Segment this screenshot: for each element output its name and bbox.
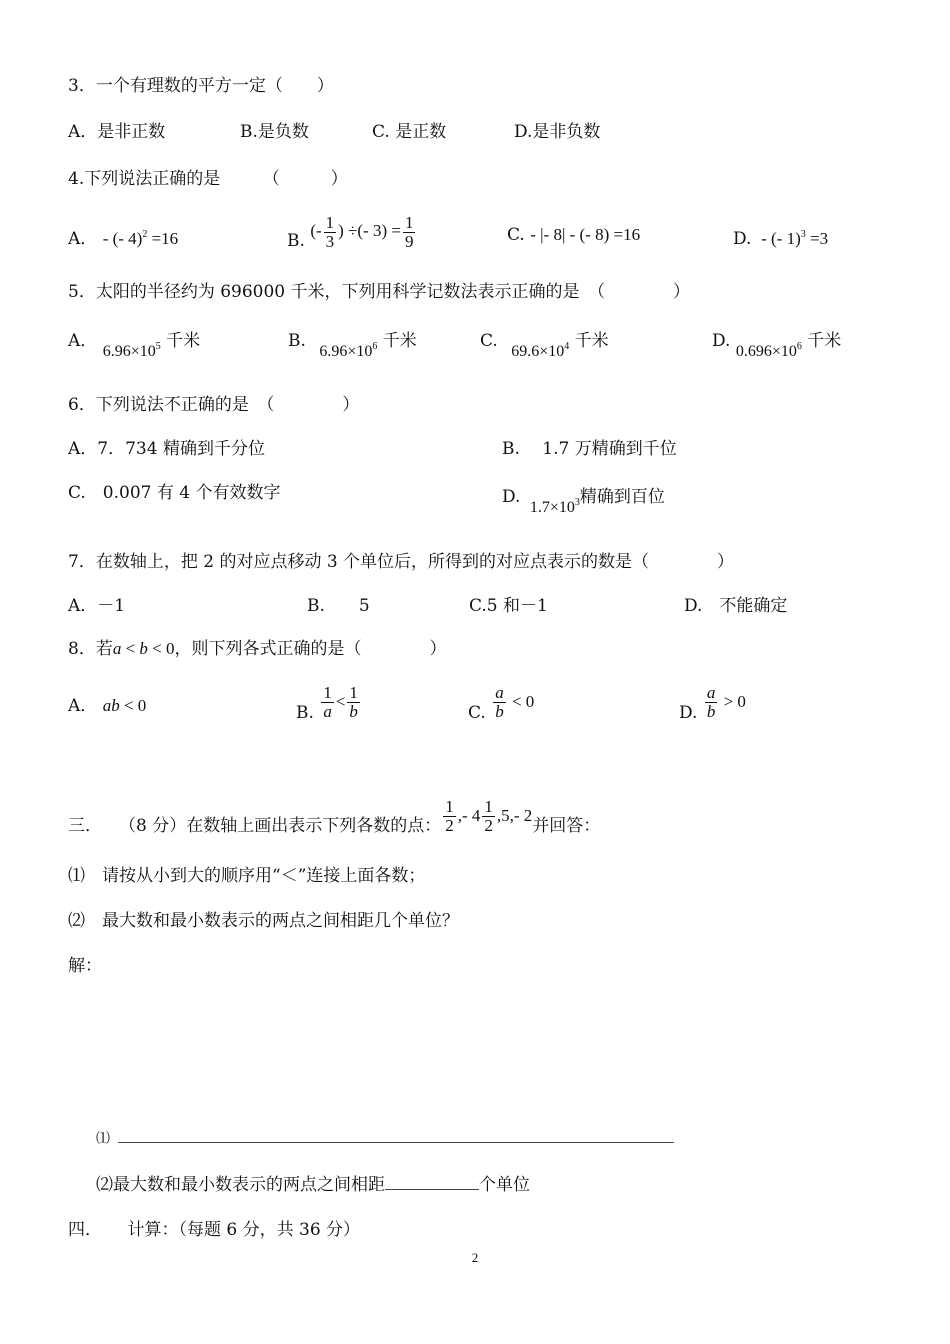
answer-blank-2[interactable]	[385, 1189, 479, 1190]
answer-blank-1[interactable]	[118, 1142, 674, 1143]
q5-option-d-expr: $0.696\times 10^6$	[735, 341, 802, 360]
q4-option-c	[507, 224, 640, 246]
q4-option-c-expr: - |- 8| - (- 8) =16	[530, 225, 641, 244]
q6-option-a: A．7．734 精确到千分位	[68, 439, 265, 459]
answer-line-1-label: ⑴	[96, 1131, 110, 1147]
page-number: 2	[471, 1250, 479, 1265]
q8-option-d-label: D.	[679, 703, 698, 723]
section3-prefix: 三． （8 分）在数轴上画出表示下列各数的点：	[68, 816, 442, 836]
answer-line-2	[96, 1174, 530, 1196]
q4-option-a-expr: - (- 4)$^2$ =16	[102, 229, 179, 248]
section3-item1: ⑴ 请按从小到大的顺序用“＜”连接上面各数；	[68, 866, 426, 886]
q6-option-d-expr: $1.7\times 10^3$	[525, 497, 580, 516]
q8-option-a: A． ab < 0	[68, 696, 147, 716]
q5-option-c-expr: $69.6\times 10^4$	[503, 341, 570, 360]
section3-heading: 三． （8 分）在数轴上画出表示下列各数的点： $\frac{1}{2}$ ,- 4 $\frac{1}{2}$ ,5,- 2并回答：	[68, 797, 601, 836]
q4-option-b	[287, 214, 417, 251]
q4-option-c-label: C.	[507, 225, 525, 245]
q5-option-a-expr: $6.96\times 10^5$	[102, 341, 161, 360]
q6-option-b: B. 1.7 万精确到千位	[502, 439, 677, 459]
q5-option-c-label: C.	[480, 331, 498, 351]
q3-stem: 3．一个有理数的平方一定（ ）	[68, 76, 334, 96]
section4-title: 四． 计算：（每题 6 分，共 36 分）	[68, 1220, 361, 1240]
q5-option-b-label: B.	[288, 331, 306, 351]
q8-stem: 8．若a < b < 0，则下列各式正确的是（ ）	[68, 639, 447, 659]
q4-option-d	[733, 224, 828, 250]
q8-condition: a	[112, 639, 122, 658]
q5-option-c-unit: 千米	[574, 331, 609, 351]
q3-option-b: B.是负数	[240, 122, 309, 142]
q3-option-c: C. 是正数	[372, 122, 447, 142]
q5-option-d-unit: 千米	[807, 331, 842, 351]
section3-suffix: 并回答：	[532, 816, 601, 836]
answer-line-2-suffix: 个单位	[479, 1175, 530, 1195]
q5-option-b	[288, 326, 417, 360]
q4-option-b-label: B.	[287, 231, 305, 252]
q8-option-c-label: C.	[468, 703, 486, 723]
q7-option-c: C.5 和－1	[469, 596, 548, 616]
q4-option-b-expr: (- $\frac{1}{3}$ ) ÷(- 3) = $\frac{1}{9}$	[310, 213, 414, 251]
q6-option-c: C. 0.007 有 4 个有效数字	[68, 483, 281, 503]
q6-option-d	[502, 482, 665, 516]
q5-option-c	[480, 326, 609, 360]
q8-option-a-label: A．	[68, 696, 98, 716]
answer-line-2-prefix: ⑵最大数和最小数表示的两点之间相距	[96, 1175, 385, 1195]
q5-option-d-label: D.	[712, 331, 731, 351]
q6-stem: 6．下列说法不正确的是 （ ）	[68, 395, 360, 415]
q4-option-a	[68, 224, 178, 250]
q5-option-a-label: A．	[68, 331, 98, 351]
q7-option-a: A．－1	[68, 596, 126, 616]
answer-line-1	[96, 1128, 674, 1150]
q8-option-b-label: B.	[296, 703, 314, 723]
q3-option-a: A．是非正数	[68, 122, 166, 142]
q5-option-b-unit: 千米	[382, 331, 417, 351]
q5-stem: 5．太阳的半径约为 696000 千米，下列用科学记数法表示正确的是 （ ）	[68, 282, 691, 302]
q7-option-b: B. 5	[307, 596, 370, 616]
q6-option-d-text: 精确到百位	[579, 487, 665, 507]
q4-option-d-label: D.	[733, 229, 752, 249]
section3-item2: ⑵ 最大数和最小数表示的两点之间相距几个单位？	[68, 911, 459, 931]
q4-stem: 4.下列说法正确的是 （ ）	[68, 169, 348, 189]
q7-option-d: D. 不能确定	[684, 596, 788, 616]
q4-option-a-label: A．	[68, 229, 98, 249]
q8-stem-prefix: 8．若	[68, 639, 113, 659]
q8-option-d: D. $\frac{a}{b}$ > 0	[679, 683, 746, 723]
q8-option-c: C. $\frac{a}{b}$ < 0	[468, 683, 535, 723]
q5-option-b-expr: $6.96\times 10^6$	[311, 341, 378, 360]
q8-stem-suffix: ，则下列各式正确的是（ ）	[174, 639, 447, 659]
q5-option-a-unit: 千米	[166, 331, 201, 351]
q8-option-b: B. $\frac{1}{a}$ < $\frac{1}{b}$	[296, 683, 358, 723]
section3-solve-label: 解：	[68, 956, 102, 976]
q5-option-a	[68, 326, 201, 360]
q3-option-d: D.是非负数	[514, 122, 601, 142]
q6-option-d-label: D.	[502, 487, 521, 507]
q7-stem: 7．在数轴上，把 2 的对应点移动 3 个单位后，所得到的对应点表示的数是（ ）	[68, 552, 735, 572]
q4-option-d-expr: - (- 1)$^3$ =3	[756, 229, 829, 248]
q5-option-d	[712, 326, 842, 360]
